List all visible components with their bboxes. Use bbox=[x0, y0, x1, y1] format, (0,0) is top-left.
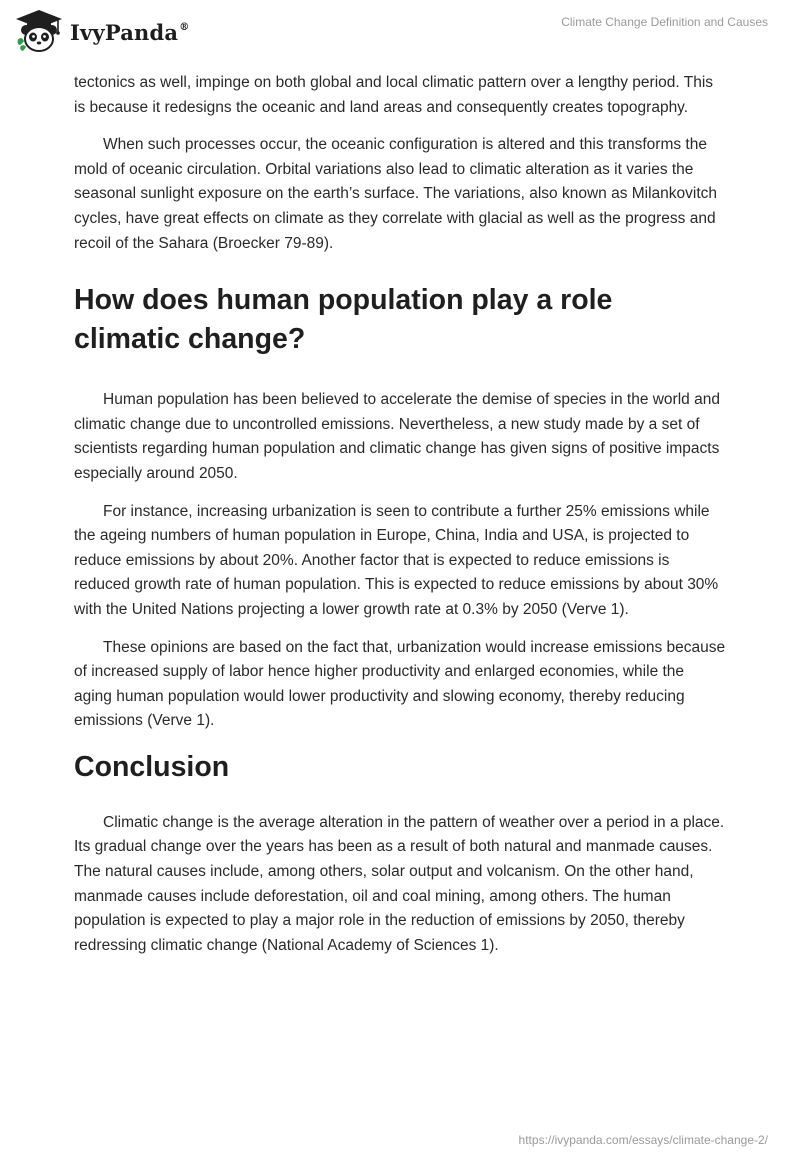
section-heading-human-population: How does human population play a role climatic change? bbox=[74, 284, 613, 356]
paragraph: For instance, increasing urbanization is seen to contribute a further 25% emissions while the ageing numbers of human population in Europe, China, India and USA, is projected to reduce emissions by about 20%. Another factor that is expected to reduce emissions is reduced growth rate of human population. This is expected to reduce emissions by about 30% with the United Nations projecting a lower growth rate at 0.3% by 2050 (Verve 1). bbox=[74, 502, 719, 618]
paragraph: When such processes occur, the oceanic configuration is altered and this transforms the mold of oceanic circulation. Orbital variations also lead to climatic alteration as it varies the seasonal sunlight exposure on the earth’s surface. The variations, also known as Milankovitch cycles, have great effects on climate as they correlate with glacial as well as the progress and recoil of the Sahara (Broecker 79-89). bbox=[74, 136, 718, 252]
paragraph: These opinions are based on the fact that, urbanization would increase emissions because of increased supply of labor hence higher productivity and enlarged economies, while the aging human population would lower productivity and slowing economy, thereby reducing emissions (Verve 1). bbox=[74, 638, 726, 730]
footer-url[interactable]: https://ivypanda.com/essays/climate-change-2/ bbox=[518, 1133, 768, 1147]
brand-name: IvyPanda® bbox=[70, 19, 190, 45]
paragraph: tectonics as well, impinge on both global and local climatic pattern over a lengthy period. This is because it redesigns the oceanic and land areas and consequently creates topography. bbox=[74, 74, 714, 116]
ivypanda-logo[interactable] bbox=[14, 8, 189, 54]
essay-content bbox=[74, 71, 726, 971]
page-header bbox=[0, 0, 800, 64]
paragraph: Human population has been believed to accelerate the demise of species in the world and climatic change due to uncontrolled emissions. Nevertheless, a new study made by a set of scientists regarding human population and climatic change has given signs of positive impacts especially around 2050. bbox=[74, 391, 720, 482]
paragraph: Climatic change is the average alteration in the pattern of weather over a period in a place. Its gradual change over the years has been as a result of both natural and manmade causes. The natural causes include, among others, solar output and volcanism. On the other hand, manmade causes include deforestation, oil and coal mining, among others. The human population is expected to play a major role in the reduction of emissions by 2050, thereby redressing climatic change (National Academy of Sciences 1). bbox=[74, 813, 725, 954]
document-title: Climate Change Definition and Causes bbox=[561, 15, 768, 29]
section-heading-conclusion: Conclusion bbox=[74, 750, 230, 783]
panda-graduate-logo-icon bbox=[14, 8, 64, 54]
